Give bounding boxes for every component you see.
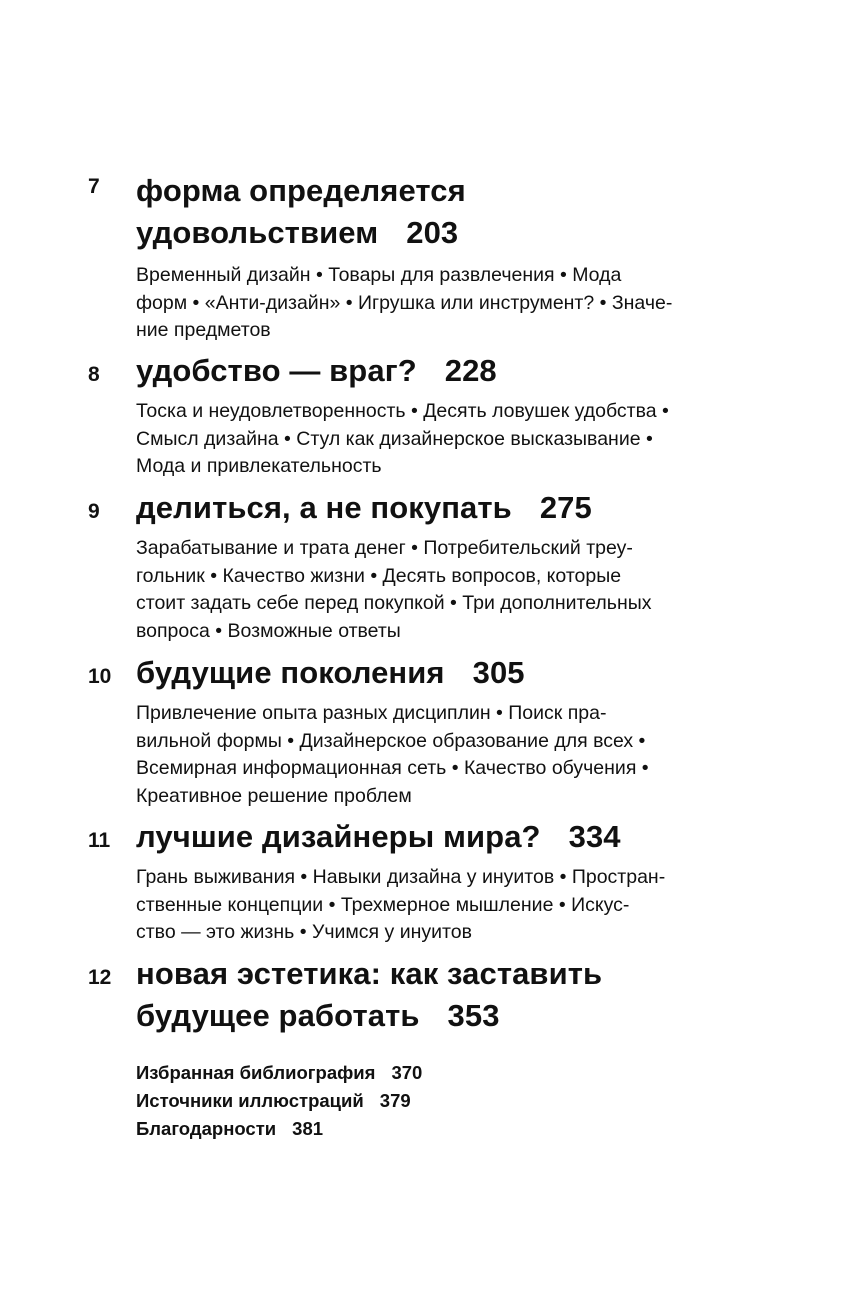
back-matter-label: Благодарности [136, 1118, 277, 1139]
subtopic-line: Смысл дизайна • Стул как дизайнерское высказывание • [136, 427, 653, 450]
chapter-page-number: 275 [539, 490, 592, 525]
subtopic-line: стоит задать себе перед покупкой • Три дополнительных [136, 592, 652, 614]
chapter-title-line: удовольствием [136, 215, 379, 250]
subtopic-line: Временный дизайн • Товары для развлечения • Мода [136, 264, 622, 286]
chapter-title [136, 487, 796, 529]
subtopic-line: Тоска и неудовлетворенность • Десять ловушек удобства • [136, 400, 669, 422]
subtopic-line: Мода и привлекательность [136, 455, 382, 477]
chapter-subtopics [136, 398, 786, 481]
chapter-subtopics [136, 864, 786, 947]
back-matter-page: 381 [292, 1118, 324, 1139]
chapter-number: 12 [88, 966, 112, 989]
back-matter-page: 370 [391, 1062, 423, 1083]
chapter-number: 11 [88, 829, 111, 852]
back-matter-list [136, 1059, 422, 1143]
chapter-subtopics [136, 535, 786, 645]
chapter-number: 8 [88, 363, 100, 386]
chapter-title-line: лучшие дизайнеры мира? [136, 819, 541, 854]
chapter-title-line: делиться, а не покупать [136, 490, 512, 525]
chapter-title [136, 350, 796, 392]
subtopic-line: ство — это жизнь • Учимся у инуитов [136, 921, 472, 943]
chapter-subtopics [136, 700, 786, 810]
chapter-title [136, 170, 796, 254]
back-matter-item [136, 1115, 422, 1143]
back-matter-label: Избранная библиография [136, 1062, 376, 1083]
subtopic-line: ние предметов [136, 319, 271, 341]
back-matter-label: Источники иллюстраций [136, 1090, 364, 1111]
back-matter-item [136, 1059, 422, 1087]
subtopic-line: Привлечение опыта разных дисциплин • Поиск пра- [136, 702, 607, 724]
subtopic-line: Всемирная информационная сеть • Качество обучения • [136, 757, 649, 779]
subtopic-line: гольник • Качество жизни • Десять вопросов, которые [136, 564, 622, 587]
chapter-page-number: 228 [444, 353, 497, 388]
chapter-title-line: удобство — враг? [136, 353, 417, 388]
chapter-number: 9 [88, 500, 100, 523]
chapter-title-line: новая эстетика: как заставить [136, 956, 603, 991]
subtopic-line: вопроса • Возможные ответы [136, 619, 401, 642]
chapter-title [136, 816, 796, 858]
subtopic-line: Грань выживания • Навыки дизайна у инуитов • Простран- [136, 866, 666, 888]
subtopic-line: Креативное решение проблем [136, 784, 412, 807]
subtopic-line: вильной формы • Дизайнерское образование для всех • [136, 729, 646, 752]
chapter-subtopics [136, 262, 786, 345]
chapter-title-line: будущее работать [136, 998, 420, 1033]
chapter-number: 7 [88, 175, 100, 198]
chapter-title [136, 652, 796, 694]
chapter-page-number: 353 [447, 998, 500, 1033]
chapter-page-number: 334 [568, 819, 621, 854]
back-matter-page: 379 [379, 1090, 411, 1111]
chapter-title-line: будущие поколения [136, 655, 445, 690]
chapter-title-line: форма определяется [136, 173, 466, 208]
subtopic-line: ственные концепции • Трехмерное мышление • Искус- [136, 893, 630, 916]
chapter-title [136, 953, 796, 1037]
subtopic-line: Зарабатывание и трата денег • Потребительский треу- [136, 537, 633, 559]
back-matter-item [136, 1087, 422, 1115]
chapter-page-number: 305 [472, 655, 525, 690]
chapter-number: 10 [88, 665, 112, 688]
chapter-page-number: 203 [406, 215, 459, 250]
subtopic-line: форм • «Анти-дизайн» • Игрушка или инструмент? • Значе- [136, 291, 673, 314]
